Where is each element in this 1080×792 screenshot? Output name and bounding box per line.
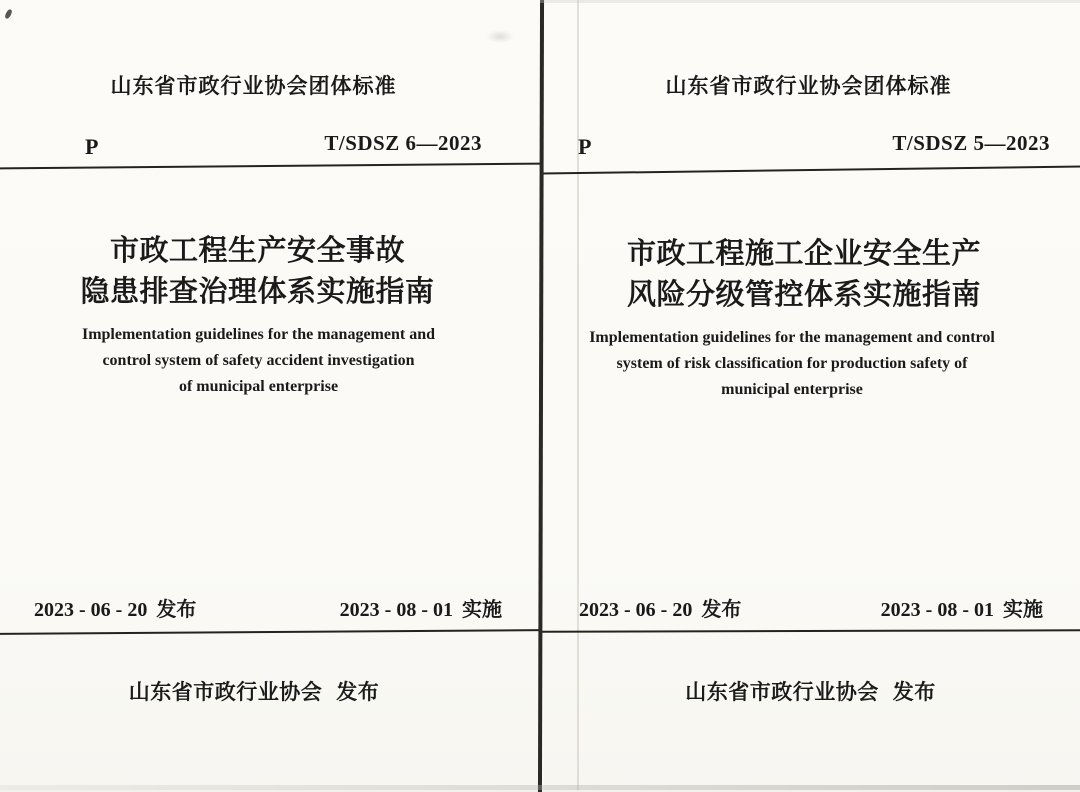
footer-rule	[0, 629, 541, 635]
title-cn-line1: 市政工程施工企业安全生产	[626, 238, 981, 270]
association-standard-heading: 山东省市政行业协会团体标准	[110, 75, 397, 98]
title-chinese	[0, 231, 539, 313]
cover-page-left	[0, 0, 539, 790]
standard-number: T/SDSZ 5—2023	[892, 131, 1050, 155]
title-en-line3: municipal enterprise	[721, 381, 863, 398]
classification-row	[0, 131, 539, 159]
title-en-line2: system of risk classification for production safety of	[616, 355, 968, 372]
title-cn-line1: 市政工程生产安全事故	[109, 235, 405, 267]
title-english	[544, 325, 1080, 403]
dates-row	[544, 593, 1080, 619]
cover-page-right	[544, 0, 1080, 790]
effective-date	[881, 593, 1043, 622]
title-english	[0, 322, 539, 400]
publisher-line	[0, 676, 539, 706]
effective-date-label: 实施	[1003, 599, 1043, 621]
header-rule	[0, 163, 541, 170]
title-en-line2: control system of safety accident investigation	[102, 352, 415, 369]
dates-row	[0, 593, 539, 619]
scan-edge-bottom	[0, 785, 1080, 790]
issue-date-value: 2023 - 06 - 20	[579, 599, 693, 621]
issue-date-value: 2023 - 06 - 20	[34, 599, 148, 621]
issue-date	[34, 593, 196, 622]
header-rule	[542, 165, 1080, 174]
publisher-label: 发布	[892, 681, 936, 704]
effective-date	[340, 593, 502, 622]
scan-artifact-smudge	[486, 30, 514, 43]
title-en-line3: of municipal enterprise	[178, 378, 339, 395]
association-standard-heading: 山东省市政行业协会团体标准	[665, 75, 952, 98]
publisher-org: 山东省市政行业协会	[685, 681, 879, 704]
publisher-line	[544, 676, 1080, 706]
issue-date-label: 发布	[156, 599, 197, 621]
publisher-org: 山东省市政行业协会	[128, 681, 323, 704]
publisher-label: 发布	[336, 681, 380, 704]
issue-date	[579, 593, 741, 622]
title-en-line1: Implementation guidelines for the management and	[81, 326, 436, 343]
effective-date-value: 2023 - 08 - 01	[339, 599, 453, 621]
effective-date-value: 2023 - 08 - 01	[880, 599, 994, 621]
title-cn-line2: 隐患排查治理体系实施指南	[80, 276, 435, 308]
title-cn-line2: 风险分级管控体系实施指南	[626, 279, 981, 311]
doc-class-mark: P	[578, 134, 592, 159]
scan-artifact-corner	[4, 8, 13, 19]
scan-edge-top	[540, 0, 1080, 3]
title-en-line1: Implementation guidelines for the management and control	[589, 329, 995, 346]
issue-date-label: 发布	[701, 599, 742, 621]
doc-class-mark: P	[85, 134, 99, 159]
effective-date-label: 实施	[462, 599, 502, 621]
footer-rule	[542, 629, 1080, 633]
title-chinese	[544, 234, 1080, 316]
classification-row	[544, 131, 1080, 159]
page-divider-line	[538, 0, 544, 792]
standard-number: T/SDSZ 6—2023	[324, 131, 482, 155]
